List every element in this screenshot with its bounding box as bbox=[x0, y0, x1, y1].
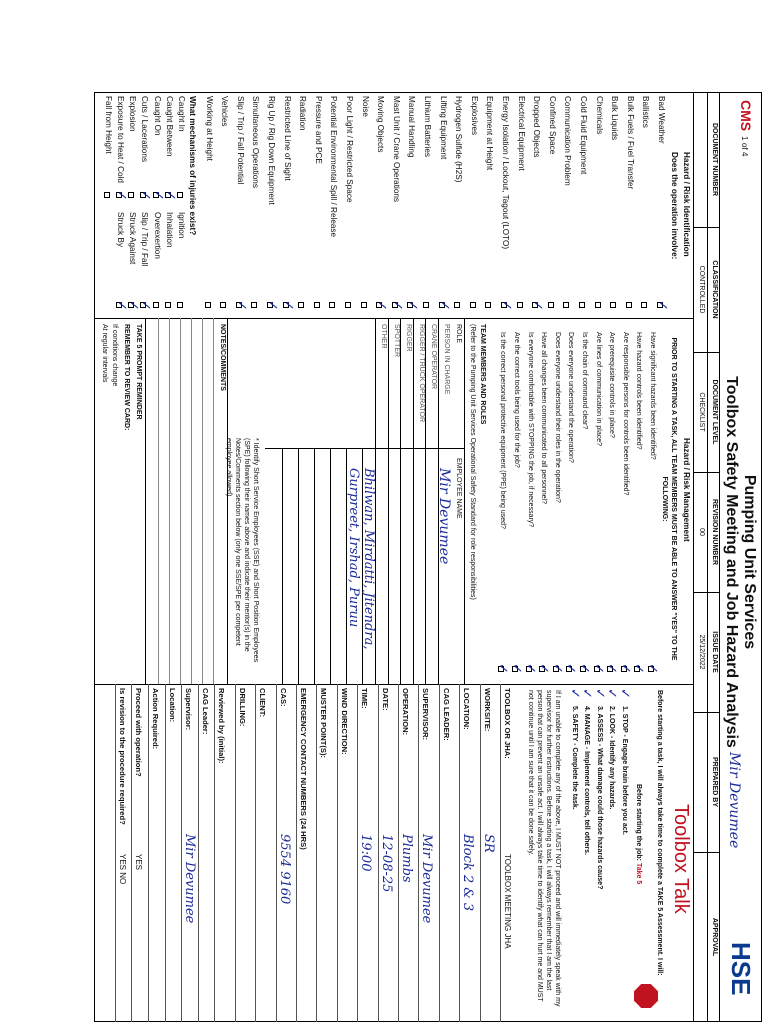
field-line bbox=[181, 684, 182, 1022]
checkbox[interactable] bbox=[470, 302, 476, 308]
field-line bbox=[398, 684, 399, 1022]
checkmark-icon: ✓ bbox=[590, 663, 606, 674]
hazard-item-label: Explosion bbox=[128, 96, 138, 132]
checkmark-icon: ✓ bbox=[563, 663, 579, 674]
checkmark-icon: ✓ bbox=[592, 688, 607, 699]
question-item: Have hazard controls been identified? bbox=[635, 332, 643, 450]
checkbox[interactable] bbox=[423, 302, 429, 308]
checkmark-icon: ✓ bbox=[162, 190, 178, 201]
checkbox[interactable] bbox=[595, 302, 601, 308]
role-label: RIGGER bbox=[405, 324, 413, 352]
prepared-by-signature: Mir Devumee bbox=[726, 752, 742, 849]
checkmark-icon: ✓ bbox=[495, 663, 511, 674]
question-item: Are prerequisite controls in place? bbox=[608, 332, 616, 438]
name-row-line bbox=[330, 448, 331, 684]
header-value: CONTROLLED bbox=[698, 265, 705, 314]
team-title: TEAM MEMBERS AND ROLES bbox=[479, 324, 486, 425]
hazard-mgmt-intro: PRIOR TO STARTING A TASK, ALL TEAM MEMBERS MUST BE ABLE TO ANSWER "YES" TO THE FOLLOWING: bbox=[661, 337, 677, 661]
cms-logo: CMS bbox=[738, 100, 754, 132]
role-label: CRANE OPERATOR bbox=[430, 324, 438, 390]
header-label: DOCUMENT NUMBER bbox=[711, 122, 718, 197]
checkbox[interactable] bbox=[517, 302, 523, 308]
checkbox[interactable] bbox=[251, 302, 257, 308]
take5-text: Take 5 bbox=[635, 862, 642, 885]
checkmark-icon: ✓ bbox=[405, 300, 421, 311]
checkmark-icon: ✓ bbox=[138, 300, 154, 311]
field-label: TIME: bbox=[360, 688, 370, 709]
field-label: Reviewed by (initial): bbox=[217, 688, 227, 764]
checkbox[interactable] bbox=[626, 302, 632, 308]
role-label: RIGGER / TRUCK OPERATOR bbox=[418, 324, 425, 423]
checkmark-icon: ✓ bbox=[617, 688, 632, 699]
hazard-item-label: Communication Problem bbox=[563, 96, 573, 186]
checkmark-icon: ✓ bbox=[114, 300, 129, 311]
review-title: REMEMBER TO REVIEW CARD: bbox=[123, 324, 130, 431]
checkbox[interactable] bbox=[153, 302, 159, 308]
field-value: SR bbox=[480, 834, 496, 853]
question-item: Is the correct personal protective equipment (PPE) being used? bbox=[499, 332, 507, 529]
field-line bbox=[255, 684, 256, 1022]
hazard-item-label: Hydrogen Sulfide (H2S) bbox=[454, 96, 464, 183]
other-names: Bhilwan, Mirdatti, Jitendra, Gurpreet, Irshad, Puruu bbox=[346, 468, 376, 650]
header-label: REVISION NUMBER bbox=[711, 498, 718, 566]
checkbox[interactable] bbox=[128, 192, 134, 198]
checkbox[interactable] bbox=[165, 302, 171, 308]
checkmark-icon: ✓ bbox=[645, 663, 660, 674]
notes-line bbox=[213, 318, 214, 684]
sse-note: * Identify Short Service Employees (SSE) and Short Position Employees (SPE) following their names above and indicate their mentor(s) in the Notes/Comments section below (only one SSE/SPE per competent employee allowed) bbox=[225, 438, 259, 663]
field-value: Plumbs bbox=[399, 834, 414, 883]
header-label: ISSUE DATE bbox=[711, 631, 718, 673]
hazard-item-label: Caught In bbox=[177, 96, 186, 132]
notes-line bbox=[158, 318, 159, 684]
checkmark-icon: ✓ bbox=[436, 300, 452, 311]
field-line bbox=[500, 684, 501, 1022]
hazard-item-label: Vehicles bbox=[220, 96, 230, 127]
take5-step: 4. MANAGE - Implement controls, tell others. bbox=[583, 706, 591, 855]
hazard-item-label: Working at Height bbox=[204, 96, 214, 161]
hazard-item-label: Rig Up / Rig Down Equipment bbox=[267, 96, 276, 205]
before-start-label: Before starting the job: Take 5 bbox=[635, 784, 642, 885]
field-label: Proceed with operation? bbox=[134, 688, 144, 777]
field-line bbox=[148, 684, 149, 1022]
name-row-line bbox=[314, 448, 315, 684]
field-label: DRILLING: bbox=[237, 688, 247, 727]
checkmark-icon: ✓ bbox=[579, 688, 595, 699]
hazard-management-section bbox=[94, 318, 694, 684]
question-item: Are lines of communication in place? bbox=[594, 332, 602, 447]
field-label: CAG LEADER: bbox=[441, 688, 451, 741]
hazard-id-title: Hazard / Risk Identification bbox=[682, 152, 691, 257]
checkmark-icon: ✓ bbox=[389, 300, 405, 311]
field-value: YES bbox=[134, 854, 144, 871]
role-label: PERSON IN CHARGE bbox=[443, 324, 450, 395]
field-line bbox=[337, 684, 338, 1022]
hazard-item-label: Bulk Liquids bbox=[610, 96, 620, 141]
rotated-form-sheet bbox=[92, 92, 762, 1022]
checkbox[interactable] bbox=[298, 302, 304, 308]
checkmark-icon: ✓ bbox=[536, 663, 552, 674]
hazard-item-label: Energy Isolation / Lockout, Tagout (LOTO) bbox=[501, 96, 510, 250]
field-line bbox=[418, 684, 419, 1022]
field-label: CLIENT: bbox=[258, 688, 268, 718]
field-label: Location: bbox=[167, 688, 177, 723]
take5-step: 3. ASSESS - What damage could those hazards cause? bbox=[596, 706, 603, 890]
hazard-item-label: Struck Against bbox=[128, 212, 138, 265]
notes-line bbox=[180, 318, 181, 684]
header-label: APPROVAL bbox=[711, 917, 718, 957]
checkmark-icon: ✓ bbox=[114, 190, 129, 201]
person-in-charge-name: Mir Devumee bbox=[436, 468, 452, 565]
hazard-item-label: Equipment at Height bbox=[485, 96, 495, 171]
question-item: Is everyone comfortable with STOPPING the job, if necessary? bbox=[526, 332, 534, 528]
checkmark-icon: ✓ bbox=[530, 300, 546, 311]
hazard-item-label: Poor Light / Restricted Space bbox=[345, 96, 354, 203]
field-line bbox=[480, 684, 481, 1022]
form-title-line2: Toolbox Safety Meeting and Job Hazard Analysis bbox=[723, 376, 740, 748]
question-item: Does everyone understand the operation? bbox=[567, 332, 575, 463]
field-line bbox=[378, 684, 379, 1022]
field-line bbox=[165, 684, 166, 1022]
checkbox[interactable] bbox=[314, 302, 320, 308]
toolbox-title: Toolbox Talk bbox=[670, 804, 692, 914]
role-row-line bbox=[388, 318, 389, 684]
header-value: 00 bbox=[698, 528, 705, 536]
hazard-identification-section bbox=[94, 92, 694, 318]
field-line bbox=[131, 684, 132, 1022]
field-label: OPERATION: bbox=[401, 688, 410, 736]
header-divider bbox=[694, 712, 720, 713]
checkmark-icon: ✓ bbox=[549, 663, 565, 674]
checkmark-icon: ✓ bbox=[567, 688, 582, 699]
hazard-item-label: Cold Fluid Equipment bbox=[579, 96, 588, 175]
hazard-item-label: Ballistics bbox=[641, 96, 651, 128]
checkmark-icon: ✓ bbox=[280, 300, 296, 311]
role-label: OTHER bbox=[380, 324, 388, 349]
role-col-header: ROLE bbox=[455, 324, 462, 344]
page-number: 1 of 4 bbox=[740, 136, 749, 157]
checkbox[interactable] bbox=[641, 302, 647, 308]
checkbox[interactable] bbox=[361, 302, 367, 308]
question-item: Have significant hazards been identified? bbox=[649, 332, 656, 460]
role-row-line bbox=[426, 318, 427, 684]
checkmark-icon: ✓ bbox=[138, 190, 154, 201]
checkmark-icon: ✓ bbox=[604, 663, 620, 674]
hazard-id-question: Does the operation involve: bbox=[670, 152, 679, 260]
field-value: Mir Devumee bbox=[182, 834, 198, 924]
name-col-header: EMPLOYEE NAME bbox=[455, 458, 462, 519]
field-line bbox=[316, 684, 317, 1022]
hazard-item-label: Chemicals bbox=[594, 96, 604, 135]
hazard-item-label: Mast Unit / Crane Operations bbox=[391, 96, 401, 203]
hazard-item-label: Slip / Trip / Fall Potential bbox=[235, 96, 245, 185]
reminder-title: TAKE 5 PROMPT REMINDER bbox=[135, 324, 142, 420]
field-label: LOCATION: bbox=[462, 688, 472, 730]
take5-step: 1. STOP - Engage brain before you act. bbox=[621, 706, 628, 835]
checkbox[interactable] bbox=[177, 302, 183, 308]
header bbox=[692, 92, 762, 1022]
take5-intro: Before starting a task, I will always take time to complete a TAKE 5 Assessment. I will: bbox=[656, 690, 663, 976]
hazard-item-label: Caught On bbox=[152, 96, 162, 136]
hazard-item-label: Bad Weather bbox=[657, 96, 666, 144]
field-label: Supervisor: bbox=[184, 688, 194, 731]
team-note: (Refer to the Pumping Unit Services Operational Safety Standard for role responsibilities) bbox=[469, 324, 476, 600]
checkmark-icon: ✓ bbox=[522, 663, 538, 674]
field-line bbox=[214, 684, 215, 1022]
checkbox[interactable] bbox=[548, 302, 554, 308]
hazard-item-label: Overexertion bbox=[152, 212, 162, 259]
hazard-item-label: Dropped Objects bbox=[532, 96, 542, 158]
header-value: CHECKLIST bbox=[698, 392, 705, 432]
field-line bbox=[198, 684, 199, 1022]
field-line bbox=[357, 684, 358, 1022]
form-title-line1: Pumping Unit Services bbox=[741, 474, 758, 650]
field-value: Block 2 & 3 bbox=[460, 834, 476, 912]
notes-line bbox=[169, 318, 170, 684]
field-label: DATE: bbox=[380, 688, 390, 711]
field-label: EMERGENCY CONTACT NUMBERS (24 HRS) bbox=[299, 688, 308, 850]
checkmark-icon: ✓ bbox=[617, 663, 633, 674]
header-label: PREPARED BY bbox=[711, 756, 718, 808]
checkmark-icon: ✓ bbox=[126, 300, 142, 311]
header-value: 25/12/2022 bbox=[698, 634, 705, 670]
role-label: SPOTTER bbox=[393, 324, 400, 358]
hazard-item-label: Manual Handling bbox=[407, 96, 417, 158]
hazard-item-label: Explosives bbox=[469, 96, 479, 136]
checkbox[interactable] bbox=[205, 302, 211, 308]
hazard-item-label: Simultaneous Operations bbox=[251, 96, 261, 188]
review-item-1: If conditions change bbox=[111, 324, 118, 387]
field-label: TOOLBOX OR JHA: bbox=[503, 688, 512, 759]
take5-paragraph: If I am unable to complete any of the above, I MUST NOT proceed and will immediately speak with my supervisor for further instructions. Before starting a task, I will always remember that I am the last person that can prevent an unsafe act. I will always take time to identify what can hurt me and MUST not continue until I am sure that it can be done safely. bbox=[527, 690, 561, 1007]
field-label: WIND DIRECTION: bbox=[339, 688, 349, 755]
review-item-2: At regular intervals bbox=[101, 324, 108, 383]
field-label: MUSTER POINT(S): bbox=[319, 688, 329, 759]
hazard-item-label: Ignition bbox=[177, 212, 186, 239]
checkmark-icon: ✓ bbox=[577, 663, 592, 674]
checkbox[interactable] bbox=[485, 302, 491, 308]
field-value: 12-08-25 bbox=[378, 834, 394, 893]
checkmark-icon: ✓ bbox=[150, 190, 166, 201]
notes-title: NOTES/COMMENTS bbox=[219, 324, 226, 391]
header-divider bbox=[694, 852, 720, 853]
checkbox[interactable] bbox=[104, 192, 110, 198]
field-line bbox=[439, 684, 440, 1022]
field-value: YES NO bbox=[117, 854, 127, 885]
role-row-line bbox=[401, 318, 402, 684]
field-label: CAG Leader: bbox=[200, 688, 210, 735]
injuries-title: What mechanisms of injuries exist? bbox=[188, 96, 197, 236]
hazard-item-label: Struck By bbox=[116, 212, 125, 248]
hazard-item-label: Bulk Fuels / Fuel Transfer bbox=[625, 96, 635, 190]
question-item: Are responsible persons for controls been identified? bbox=[621, 332, 629, 496]
hazard-item-label: Electrical Equipment bbox=[516, 96, 526, 171]
field-label: Action Required: bbox=[151, 688, 160, 750]
checkmark-icon: ✓ bbox=[233, 300, 249, 311]
checkbox[interactable] bbox=[329, 302, 335, 308]
header-label: CLASSIFICATION bbox=[711, 260, 718, 319]
hazard-item-label: Inhalation bbox=[164, 212, 174, 248]
hazard-item-label: Confined Space bbox=[547, 96, 557, 155]
hazard-item-label: Potential Environmental Spill / Release bbox=[329, 96, 339, 238]
toolbox-section bbox=[94, 684, 694, 1022]
field-label: CAS: bbox=[278, 688, 288, 707]
field-line bbox=[115, 684, 116, 1022]
field-value: 19:00 bbox=[358, 834, 374, 872]
checkmark-icon: ✓ bbox=[374, 300, 390, 311]
checkmark-icon: ✓ bbox=[499, 300, 514, 311]
checkmark-icon: ✓ bbox=[655, 300, 670, 311]
checkbox[interactable] bbox=[454, 302, 460, 308]
field-line bbox=[459, 684, 460, 1022]
field-label: Is revision to the procedure required? bbox=[117, 688, 127, 825]
field-line bbox=[235, 684, 236, 1022]
checkmark-icon: ✓ bbox=[265, 300, 280, 311]
checkbox[interactable] bbox=[610, 302, 616, 308]
question-item: Is the chain of command clear? bbox=[581, 332, 588, 430]
hazard-item-label: Lifting Equipment bbox=[438, 96, 448, 160]
checkbox[interactable] bbox=[220, 302, 226, 308]
take5-step: 2. LOOK - Identify any hazards. bbox=[608, 706, 616, 810]
hse-logo: HSE bbox=[726, 942, 756, 996]
checkmark-icon: ✓ bbox=[509, 663, 524, 674]
hazard-item-label: Slip / Trip / Fall bbox=[140, 212, 150, 267]
field-line bbox=[276, 684, 277, 1022]
field-value: TOOLBOX MEETING JHA bbox=[503, 854, 512, 949]
hazard-item-label: Exposure to Heat / Cold bbox=[116, 96, 125, 183]
hazard-item-label: Caught Between bbox=[164, 96, 174, 157]
checkbox[interactable] bbox=[177, 192, 183, 198]
hazard-item-label: Moving Objects bbox=[376, 96, 386, 153]
checkmark-icon: ✓ bbox=[604, 688, 620, 699]
role-row-line bbox=[413, 318, 414, 684]
name-row-line bbox=[282, 448, 283, 684]
hazard-mgmt-title: Hazard / Risk Management bbox=[682, 438, 691, 542]
checkbox[interactable] bbox=[563, 302, 569, 308]
field-value: 9554 9160 bbox=[276, 834, 292, 905]
hazard-item-label: Radiation bbox=[298, 96, 308, 131]
header-label: DOCUMENT LEVEL bbox=[711, 379, 718, 445]
take5-step: 5. SAFETY - Complete the task. bbox=[571, 706, 578, 810]
hazard-item-label: Lithium Batteries bbox=[423, 96, 432, 157]
question-item: Are the correct tools being used for the job? bbox=[513, 332, 520, 468]
question-item: Have all changes been communicated to all personnel? bbox=[540, 332, 548, 504]
name-row-line bbox=[298, 448, 299, 684]
notes-line bbox=[202, 318, 203, 684]
hazard-item-label: Noise bbox=[360, 96, 370, 117]
hazard-item-label: Restricted Line of Sight bbox=[282, 96, 292, 181]
question-item: Does everyone understand their roles in the operation? bbox=[553, 332, 561, 503]
field-line bbox=[296, 684, 297, 1022]
hazard-item-label: Fall from Height bbox=[103, 96, 113, 154]
hazard-item-label: Cuts / Lacerations bbox=[140, 96, 150, 162]
checkbox[interactable] bbox=[345, 302, 351, 308]
field-label: SUPERVISOR: bbox=[421, 688, 431, 741]
field-value: Mir Devumee bbox=[419, 834, 435, 924]
checkbox[interactable] bbox=[579, 302, 585, 308]
notes-line bbox=[191, 318, 192, 684]
hazard-item-label: Pressure and PCE bbox=[313, 96, 323, 164]
field-label: WORKSITE: bbox=[482, 688, 492, 732]
checkmark-icon: ✓ bbox=[631, 663, 647, 674]
